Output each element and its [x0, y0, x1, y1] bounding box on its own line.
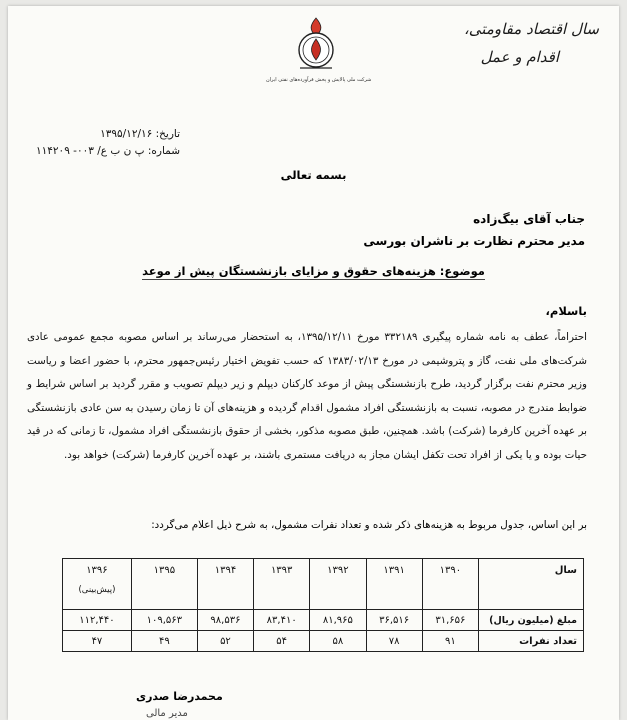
greeting: باسلام،	[545, 304, 587, 318]
company-logo	[266, 16, 372, 83]
invocation: بسمه تعالی	[280, 168, 347, 182]
letter-body	[27, 326, 587, 468]
count-cell: ۷۸	[366, 631, 422, 652]
count-cell: ۹۱	[422, 631, 478, 652]
logo-caption: شرکت ملی پالایش و پخش فرآورده‌های نفتی ایران	[266, 77, 372, 83]
count-cell: ۴۷	[63, 631, 132, 652]
amount-cell: ۳۶,۵۱۶	[366, 610, 422, 631]
year-header: سال	[479, 559, 584, 610]
handwritten-slogan-line1: سال اقتصاد مقاومتی،	[463, 20, 599, 38]
year-cell-forecast	[63, 559, 132, 610]
table-row-years	[63, 559, 584, 610]
count-cell: ۵۸	[310, 631, 366, 652]
amount-cell: ۱۰۹,۵۶۳	[131, 610, 197, 631]
table-intro: بر این اساس، جدول مربوط به هزینه‌های ذکر شده و تعداد نفرات مشمول، به شرح ذیل اعلام می‌گردد:	[151, 519, 587, 531]
forecast-note: (پیش‌بینی)	[78, 585, 116, 595]
expenses-table	[62, 558, 584, 652]
count-header: تعداد نفرات	[479, 631, 584, 652]
count-cell: ۴۹	[131, 631, 197, 652]
forecast-year: ۱۳۹۶	[86, 565, 108, 576]
recipient-title: مدیر محترم نظارت بر ناشران بورسی	[363, 234, 585, 248]
table-row-counts	[63, 631, 584, 652]
amount-cell: ۸۱,۹۶۵	[310, 610, 366, 631]
signatory-title: مدیر مالی	[146, 708, 188, 719]
letter-date: تاریخ: ۱۳۹۵/۱۲/۱۶	[100, 128, 181, 140]
subject-text: موضوع: هزینه‌های حقوق و مزایای بازنشستگان پیش از موعد	[142, 264, 485, 278]
year-cell: ۱۳۹۵	[131, 559, 197, 610]
year-cell: ۱۳۹۰	[422, 559, 478, 610]
table-row-amounts	[63, 610, 584, 631]
amount-header: مبلغ (میلیون ریال)	[479, 610, 584, 631]
letter-subject	[8, 264, 619, 278]
amount-cell: ۳۱,۶۵۶	[422, 610, 478, 631]
recipient	[363, 208, 585, 252]
signatory-name: محمدرضا صدری	[136, 690, 223, 703]
amount-cell: ۱۱۲,۴۴۰	[63, 610, 132, 631]
count-cell: ۵۴	[254, 631, 310, 652]
count-cell: ۵۲	[197, 631, 253, 652]
year-cell: ۱۳۹۱	[366, 559, 422, 610]
letter-page	[8, 6, 619, 720]
year-cell: ۱۳۹۳	[254, 559, 310, 610]
letter-meta	[36, 126, 180, 160]
year-cell: ۱۳۹۲	[310, 559, 366, 610]
flame-emblem-icon	[288, 16, 344, 76]
year-cell: ۱۳۹۴	[197, 559, 253, 610]
amount-cell: ۸۳,۴۱۰	[254, 610, 310, 631]
body-paragraph: احتراماً، عطف به نامه شماره پیگیری ۳۳۲۱۸۹ مورخ ۱۳۹۵/۱۲/۱۱، به استحضار می‌رساند بر اساس مصوبه مجمع عمومی عادی شرکت‌های ملی نفت، گاز و پتروشیمی در مورخ ۱۳۸۳/۰۲/۱۳ که حسب تفویض اختیار رئیس‌جمهور محترم، با حضور اعضا و ریاست وزیر محترم نفت برگزار گردید، طرح بازنشستگی پیش از موعد کارکنان دیپلم و زیر دیپلم تصویب و مقرر گردید بر اساس شرایط و ضوابط مندرج در مصوبه، نسبت به بازنشستگی افراد مشمول اقدام گردیده و هزینه‌های آن تا زمان رسیدن به سن عادی بازنشستگی بر عهده آخرین کارفرما (شرکت) باشد. همچنین، طبق مصوبه مذکور، بخشی از حقوق بازنشستگی افراد مشمول، تا زمانی که در قید حیات بوده و یا یکی از افراد تحت تکفل ایشان مجاز به دریافت مستمری باشند، بر عهده آخرین کارفرما (شرکت) خواهد بود.	[27, 331, 587, 461]
letter-number: شماره: پ ن ب ع/ ۰۰۳- ۱۱۴۲۰۹	[36, 145, 181, 157]
amount-cell: ۹۸,۵۳۶	[197, 610, 253, 631]
handwritten-slogan-line2: اقدام و عمل	[480, 48, 559, 66]
recipient-name: جناب آقای بیگ‌زاده	[473, 212, 585, 226]
